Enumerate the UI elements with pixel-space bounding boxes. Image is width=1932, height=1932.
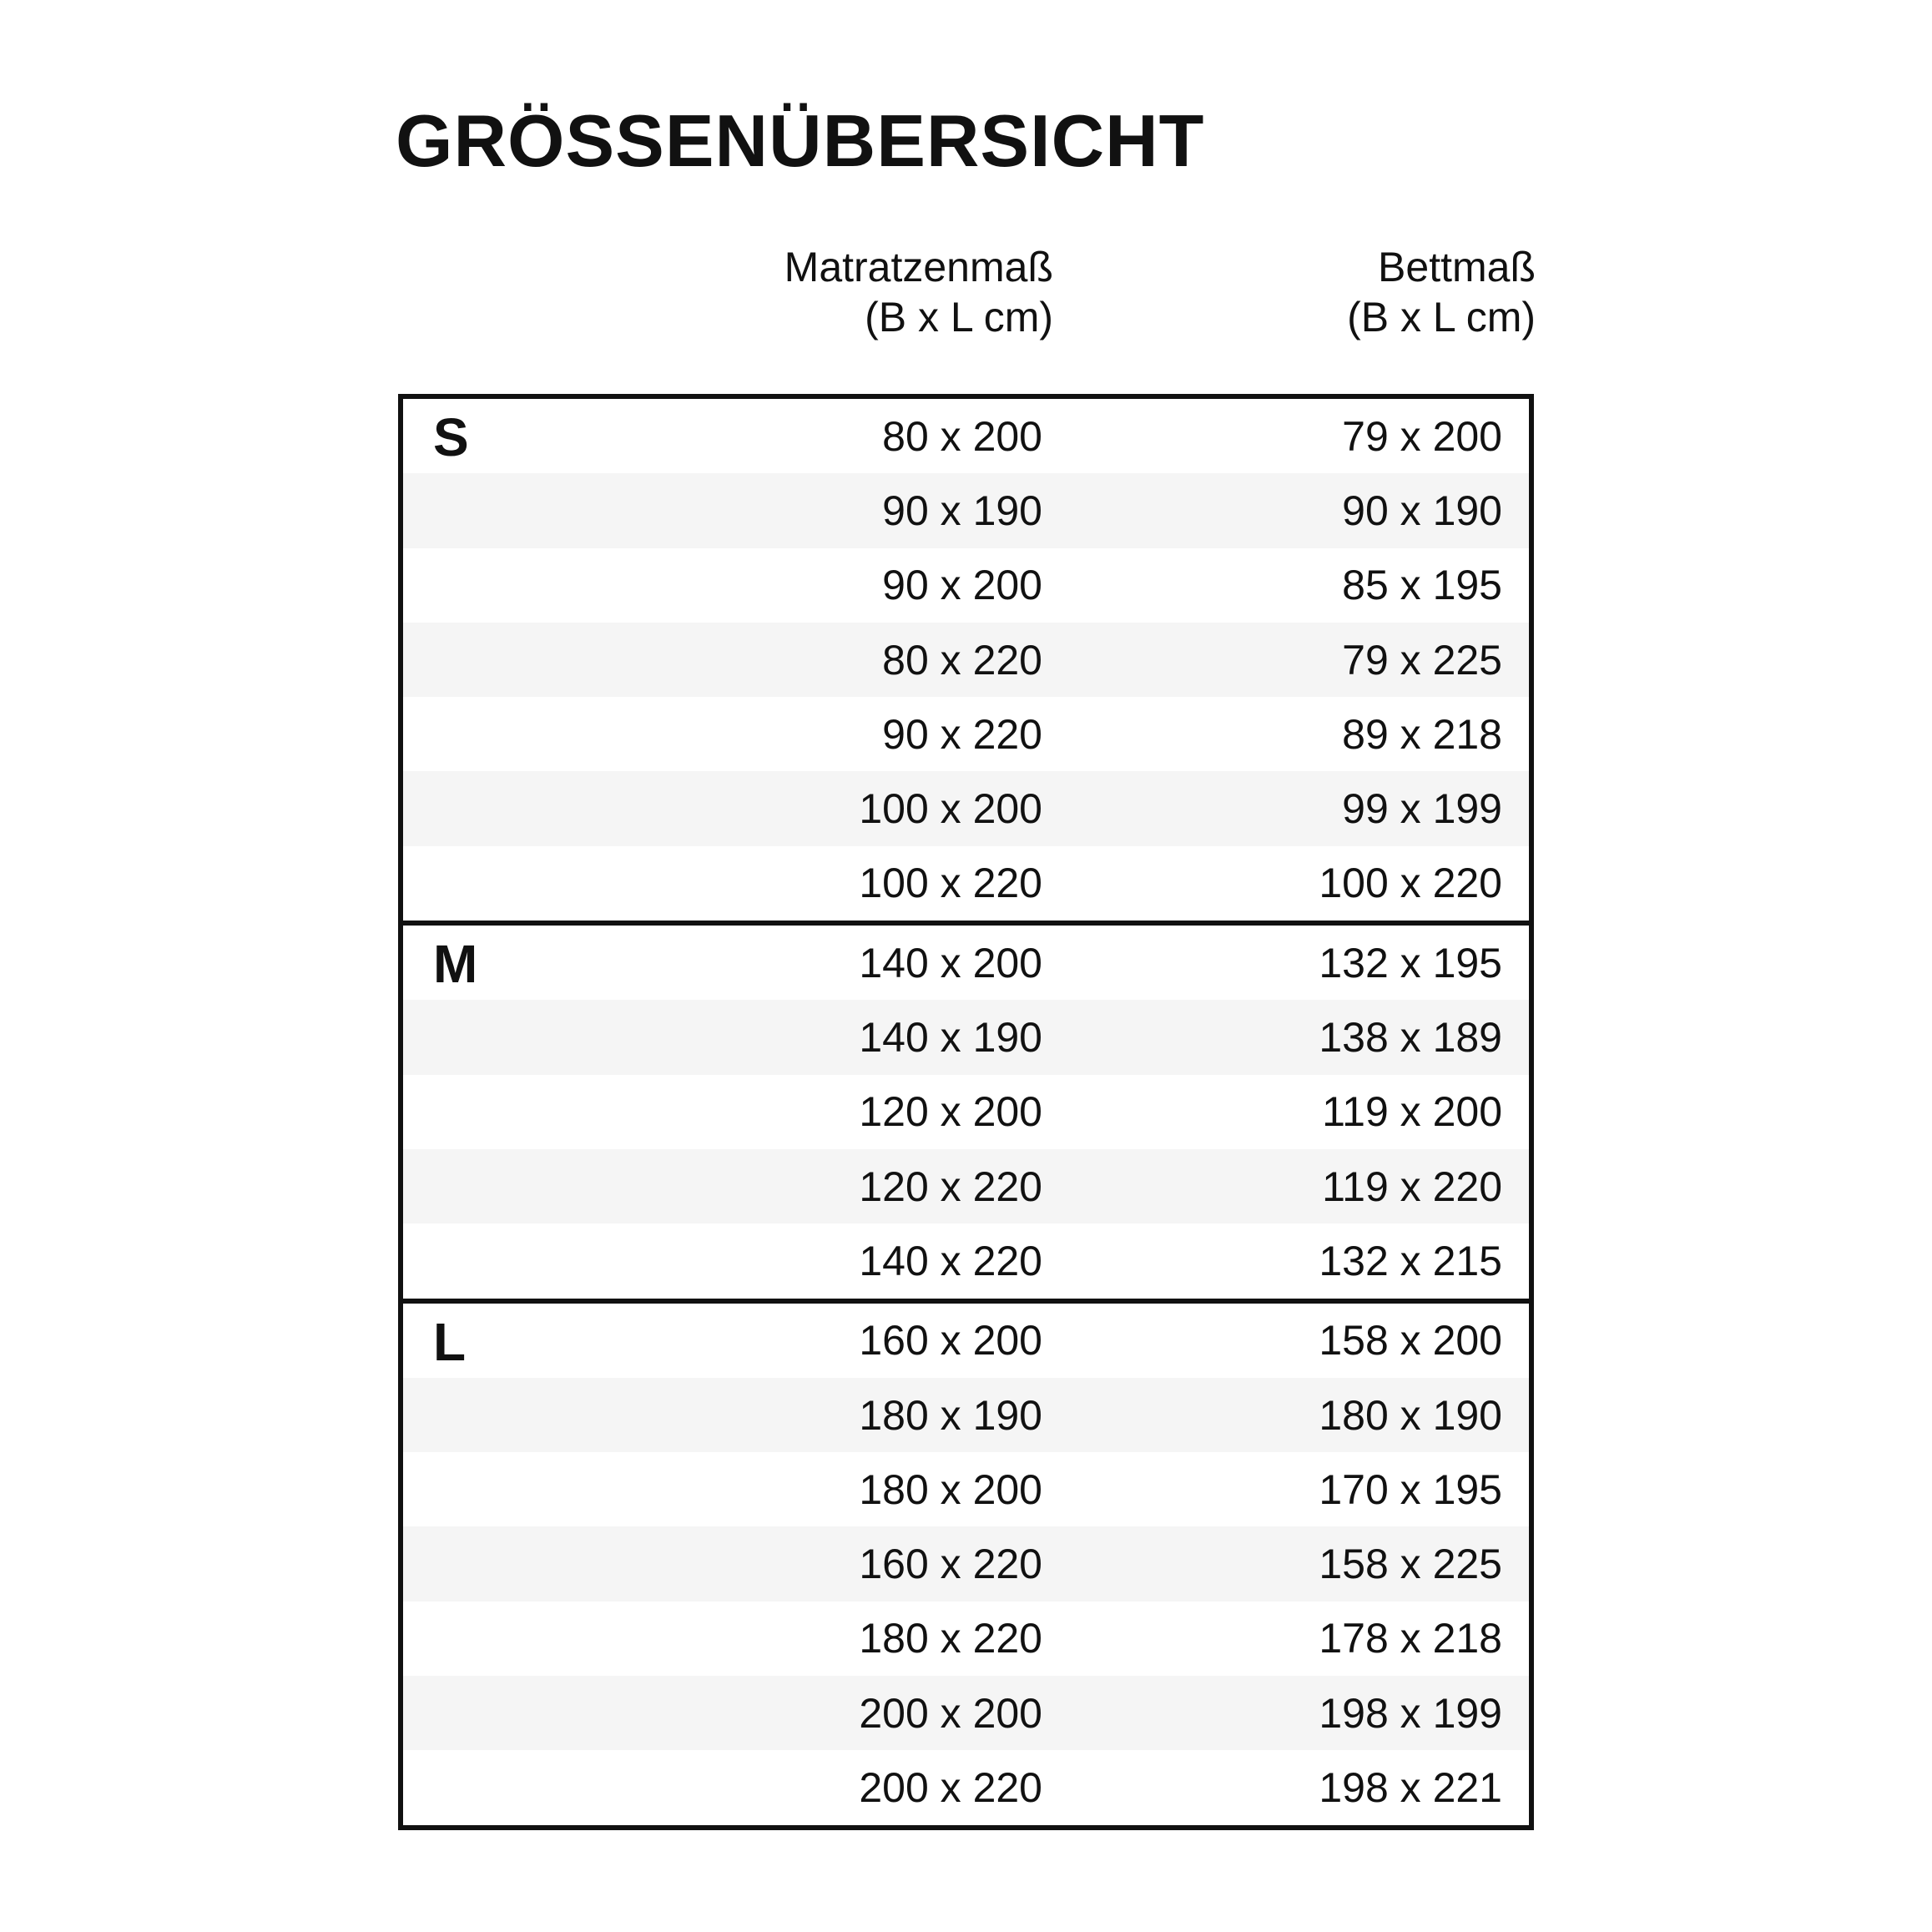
mattress-size-cell: 140 x 220 <box>859 1237 1042 1284</box>
bed-size-cell: 90 x 190 <box>1342 487 1502 534</box>
mattress-size-cell: 100 x 220 <box>859 860 1042 907</box>
table-row <box>403 473 1529 547</box>
table-row <box>403 1223 1529 1298</box>
bed-size-cell: 99 x 199 <box>1342 785 1502 833</box>
bed-size-cell: 100 x 220 <box>1319 860 1502 907</box>
mattress-size-cell: 140 x 190 <box>859 1014 1042 1062</box>
table-row <box>403 1378 1529 1452</box>
mattress-size-cell: 80 x 200 <box>882 412 1042 460</box>
mattress-size-cell: 180 x 220 <box>859 1615 1042 1662</box>
mattress-size-cell: 80 x 220 <box>882 636 1042 684</box>
table-row <box>403 1304 1529 1378</box>
size-group-label: S <box>433 407 469 467</box>
table-row <box>403 1000 1529 1074</box>
bed-size-cell: 170 x 195 <box>1319 1465 1502 1513</box>
mattress-size-cell: 200 x 220 <box>859 1763 1042 1811</box>
bed-size-cell: 79 x 225 <box>1342 636 1502 684</box>
table-row <box>403 846 1529 921</box>
mattress-size-cell: 100 x 200 <box>859 785 1042 833</box>
mattress-size-cell: 90 x 190 <box>882 487 1042 534</box>
bed-size-cell: 132 x 195 <box>1319 939 1502 986</box>
table-row <box>403 623 1529 697</box>
table-row <box>403 1602 1529 1676</box>
mattress-size-cell: 140 x 200 <box>859 939 1042 986</box>
bed-size-cell: 132 x 215 <box>1319 1237 1502 1284</box>
table-row <box>403 1676 1529 1750</box>
mattress-size-cell: 120 x 220 <box>859 1163 1042 1210</box>
mattress-size-cell: 160 x 220 <box>859 1541 1042 1588</box>
mattress-header-line1: Matratzenmaß <box>784 244 1053 290</box>
table-row <box>403 1750 1529 1824</box>
bed-size-cell: 180 x 190 <box>1319 1391 1502 1439</box>
bed-size-cell: 158 x 225 <box>1319 1541 1502 1588</box>
bed-size-cell: 119 x 200 <box>1322 1088 1502 1136</box>
mattress-size-cell: 90 x 220 <box>882 710 1042 758</box>
bed-size-cell: 198 x 199 <box>1319 1689 1502 1737</box>
mattress-size-cell: 180 x 190 <box>859 1391 1042 1439</box>
table-row <box>403 697 1529 771</box>
table-row <box>403 771 1529 845</box>
table-row <box>403 926 1529 1000</box>
bed-size-cell: 158 x 200 <box>1319 1317 1502 1365</box>
bed-header-line1: Bettmaß <box>1378 244 1536 290</box>
table-row <box>403 399 1529 473</box>
size-group-m <box>403 921 1529 1298</box>
mattress-header-line2: (B x L cm) <box>865 294 1053 340</box>
mattress-size-cell: 120 x 200 <box>859 1088 1042 1136</box>
table-row <box>403 1075 1529 1149</box>
bed-size-cell: 138 x 189 <box>1319 1014 1502 1062</box>
mattress-size-cell: 90 x 200 <box>882 562 1042 609</box>
size-group-label: L <box>433 1311 467 1372</box>
bed-size-cell: 198 x 221 <box>1319 1763 1502 1811</box>
mattress-size-cell: 180 x 200 <box>859 1465 1042 1513</box>
size-group-s <box>403 399 1529 921</box>
bed-size-cell: 79 x 200 <box>1342 412 1502 460</box>
bed-header-line2: (B x L cm) <box>1347 294 1536 340</box>
mattress-size-cell: 200 x 200 <box>859 1689 1042 1737</box>
table-row <box>403 1452 1529 1526</box>
bed-size-cell: 85 x 195 <box>1342 562 1502 609</box>
mattress-size-cell: 160 x 200 <box>859 1317 1042 1365</box>
bed-size-cell: 89 x 218 <box>1342 710 1502 758</box>
table-row <box>403 548 1529 623</box>
size-group-label: M <box>433 934 478 995</box>
table-row <box>403 1149 1529 1223</box>
mattress-column-header <box>784 242 1053 342</box>
bed-column-header <box>1347 242 1536 342</box>
bed-size-cell: 119 x 220 <box>1322 1163 1502 1210</box>
size-group-l <box>403 1299 1529 1825</box>
bed-size-cell: 178 x 218 <box>1319 1615 1502 1662</box>
table-row <box>403 1526 1529 1601</box>
size-table <box>398 394 1534 1830</box>
page-title: GRÖSSENÜBERSICHT <box>396 99 1205 182</box>
